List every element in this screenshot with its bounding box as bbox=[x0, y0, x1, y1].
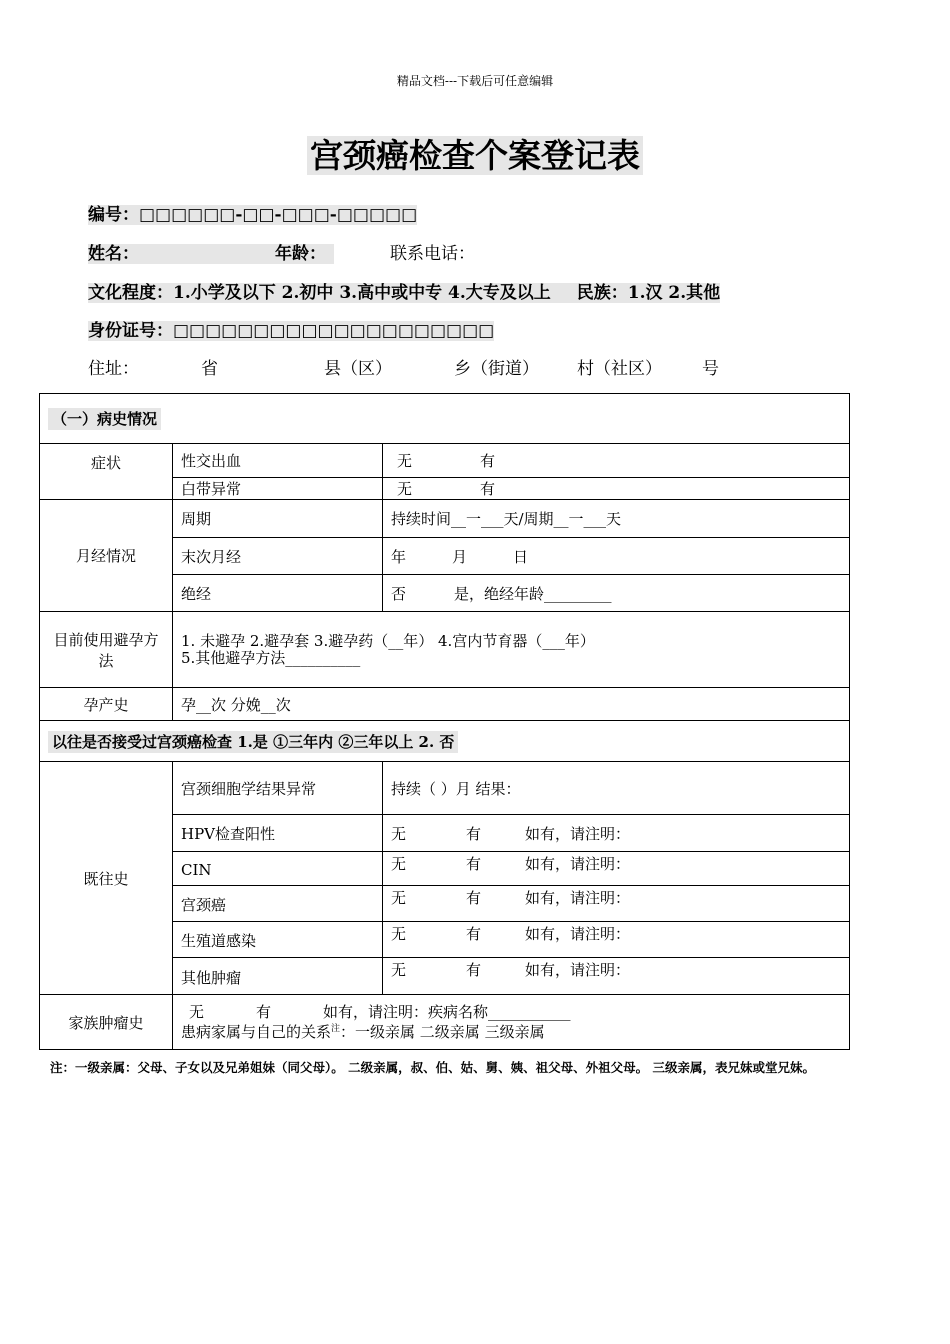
option-no[interactable]: 无 bbox=[391, 824, 407, 843]
family-options bbox=[173, 995, 850, 1050]
option-yes[interactable]: 有 bbox=[466, 961, 482, 979]
history-item: CIN bbox=[173, 852, 383, 886]
option-yes[interactable]: 是，绝经年龄_________ bbox=[454, 584, 612, 603]
contraception-label: 目前使用避孕方法 bbox=[40, 612, 173, 688]
id-number-line bbox=[88, 200, 417, 225]
option-no[interactable]: 无 bbox=[391, 855, 407, 873]
option-note: 如有，请注明： bbox=[525, 889, 631, 907]
address-county: 县（区） bbox=[324, 359, 392, 379]
history-options bbox=[383, 852, 850, 886]
symptom-item: 白带异常 bbox=[173, 478, 383, 500]
option-no[interactable]: 无 bbox=[189, 1002, 205, 1021]
option-yes[interactable]: 有 bbox=[466, 855, 482, 873]
address-number: 号 bbox=[702, 359, 719, 379]
history-table bbox=[39, 393, 850, 1050]
page-title: 宫颈癌检查个案登记表 bbox=[307, 136, 643, 175]
month-label: 月 bbox=[452, 547, 468, 566]
relation-prefix: 患病家属与自己的关系 bbox=[181, 1022, 332, 1041]
id-number-value: □□□□□□-□□-□□□-□□□□□ bbox=[139, 205, 418, 225]
family-line2 bbox=[181, 1021, 841, 1041]
menopause-options bbox=[383, 575, 850, 612]
page-title-wrap bbox=[0, 130, 950, 177]
history-item: 其他肿瘤 bbox=[173, 958, 383, 995]
option-yes[interactable]: 有 bbox=[466, 925, 482, 943]
address-province: 省 bbox=[201, 359, 218, 379]
prior-screening-cell bbox=[40, 721, 850, 762]
history-options bbox=[383, 922, 850, 958]
option-no[interactable]: 无 bbox=[397, 452, 413, 470]
section-title-cell bbox=[40, 394, 850, 444]
option-no[interactable]: 无 bbox=[391, 889, 407, 907]
pregnancy-text: 孕__次 分娩__次 bbox=[173, 688, 850, 721]
id-card-label: 身份证号： bbox=[88, 321, 173, 341]
id-card-value: □□□□□□□□□□□□□□□□□□□□ bbox=[173, 321, 495, 341]
education-options: 1.小学及以下 2.初中 3.高中或中专 4.大专及以上 bbox=[173, 283, 551, 303]
option-no[interactable]: 无 bbox=[397, 480, 413, 498]
education-line bbox=[88, 278, 720, 303]
relation-options: ：一级亲属 二级亲属 三级亲属 bbox=[340, 1022, 545, 1041]
symptoms-label: 症状 bbox=[40, 444, 173, 500]
history-item: HPV检查阳性 bbox=[173, 815, 383, 852]
option-no[interactable]: 无 bbox=[391, 961, 407, 979]
header-note: 精品文档---下载后可任意编辑 bbox=[396, 74, 554, 88]
option-yes[interactable]: 有 bbox=[256, 1002, 272, 1021]
history-options bbox=[383, 958, 850, 995]
option-no[interactable]: 无 bbox=[391, 925, 407, 943]
last-period-fields bbox=[383, 538, 850, 575]
address-line bbox=[88, 354, 719, 379]
history-options bbox=[383, 886, 850, 922]
footnote: 注：一级亲属：父母、子女以及兄弟姐妹（同父母）。 二级亲属，叔、伯、姑、舅、姨、祖父母、外祖父母。 三级亲属，表兄妹或堂兄妹。 bbox=[50, 1060, 815, 1075]
ethnic-options: 1.汉 2.其他 bbox=[627, 283, 721, 303]
relation-footnote-mark: 注 bbox=[331, 1023, 341, 1034]
day-label: 日 bbox=[513, 547, 529, 566]
phone-label: 联系电话： bbox=[390, 244, 475, 264]
option-yes[interactable]: 有 bbox=[466, 889, 482, 907]
contraception-line2: 5.其他避孕方法__________ bbox=[181, 648, 361, 667]
family-note: 如有，请注明：疾病名称___________ bbox=[323, 1002, 571, 1021]
symptom-options bbox=[383, 478, 850, 500]
ethnic-label: 民族： bbox=[576, 283, 628, 303]
symptom-options bbox=[383, 444, 850, 478]
contraception-line1: 1. 未避孕 2.避孕套 3.避孕药（__年） 4.宫内节育器（___年） bbox=[181, 631, 595, 650]
age-label: 年龄： bbox=[275, 244, 326, 264]
option-note: 如有，请注明： bbox=[525, 824, 631, 843]
family-label: 家族肿瘤史 bbox=[40, 995, 173, 1050]
menstruation-label: 月经情况 bbox=[40, 500, 173, 612]
option-note: 如有，请注明： bbox=[525, 961, 631, 979]
last-period-item: 末次月经 bbox=[173, 538, 383, 575]
year-label: 年 bbox=[391, 547, 407, 566]
symptom-item: 性交出血 bbox=[173, 444, 383, 478]
history-label: 既往史 bbox=[40, 762, 173, 995]
pregnancy-label: 孕产史 bbox=[40, 688, 173, 721]
contraception-options bbox=[173, 612, 850, 688]
prior-screening-text: 以往是否接受过宫颈癌检查 1.是 ①三年内 ②三年以上 2. 否 bbox=[48, 731, 458, 753]
person-line bbox=[88, 239, 475, 264]
option-yes[interactable]: 有 bbox=[466, 824, 482, 843]
family-line1 bbox=[181, 1004, 841, 1021]
id-number-label: 编号： bbox=[88, 205, 139, 225]
cytology-item: 宫颈细胞学结果异常 bbox=[173, 762, 383, 815]
history-item: 宫颈癌 bbox=[173, 886, 383, 922]
cycle-text: 持续时间__一___天/周期__一___天 bbox=[383, 500, 850, 538]
cytology-text: 持续（ ）月 结果： bbox=[383, 762, 850, 815]
history-options bbox=[383, 815, 850, 852]
option-no[interactable]: 否 bbox=[391, 584, 407, 603]
option-note: 如有，请注明： bbox=[525, 925, 631, 943]
cycle-item: 周期 bbox=[173, 500, 383, 538]
name-label: 姓名： bbox=[88, 244, 139, 264]
section-title: （一）病史情况 bbox=[48, 408, 161, 430]
menopause-item: 绝经 bbox=[173, 575, 383, 612]
address-town: 乡（街道） bbox=[454, 359, 539, 379]
id-card-line bbox=[88, 316, 494, 341]
address-label: 住址： bbox=[88, 359, 139, 379]
education-label: 文化程度： bbox=[88, 283, 173, 303]
history-item: 生殖道感染 bbox=[173, 922, 383, 958]
option-note: 如有，请注明： bbox=[525, 855, 631, 873]
address-village: 村（社区） bbox=[577, 359, 662, 379]
option-yes[interactable]: 有 bbox=[480, 480, 496, 498]
option-yes[interactable]: 有 bbox=[480, 452, 496, 470]
